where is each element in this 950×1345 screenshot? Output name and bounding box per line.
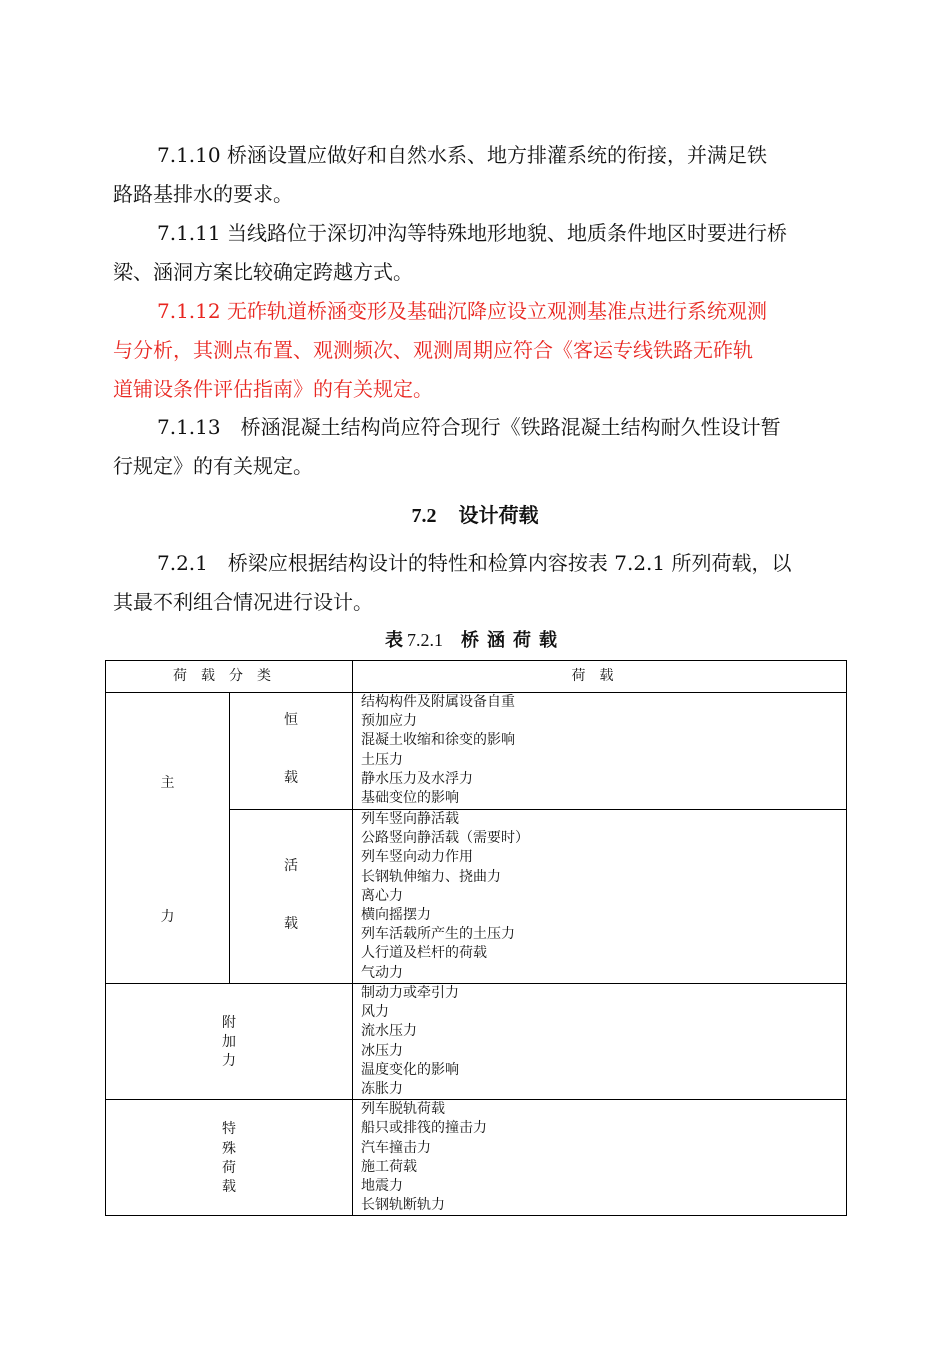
list-item: 汽车撞击力 [361, 1139, 431, 1156]
list-item: 冰压力 [361, 1042, 403, 1059]
category-main-force: 主 力 [106, 693, 230, 984]
list-item: 横向摇摆力 [361, 907, 431, 924]
clause-7-2-1: 7.2.1 桥梁应根据结构设计的特性和检算内容按表 7.2.1 所列荷载，以 其最不利组合情况进行设计。 [113, 551, 792, 614]
category-special-load: 特 殊 荷 载 [106, 1100, 353, 1216]
list-item: 土压力 [361, 751, 403, 768]
list-item: 列车竖向动力作用 [361, 849, 473, 866]
category-additional-force: 附 加 力 [106, 984, 353, 1100]
list-item: 基础变位的影响 [361, 790, 459, 807]
list-item: 长钢轨伸缩力、挠曲力 [361, 868, 501, 885]
list-item: 列车竖向静活载 [361, 811, 459, 827]
table-header-row [106, 661, 847, 693]
dead-load-items [353, 693, 847, 810]
table-caption: 表 7.2.1 桥涵荷载 [385, 630, 565, 651]
table-row [106, 984, 847, 1100]
list-item: 地震力 [361, 1178, 403, 1195]
list-item: 制动力或牵引力 [361, 985, 459, 1001]
clause-7-1-10: 7.1.10 桥涵设置应做好和自然水系、地方排灌系统的衔接，并满足铁 路路基排水的要求。 [113, 143, 767, 206]
list-item: 施工荷载 [361, 1158, 417, 1175]
section-title: 设计荷载 [458, 503, 539, 527]
list-item: 静水压力及水浮力 [361, 770, 473, 787]
header-category: 荷载分类 [106, 661, 353, 693]
loads-table [105, 660, 847, 1216]
list-item: 风力 [361, 1004, 389, 1021]
table-row [106, 693, 847, 810]
list-item: 温度变化的影响 [361, 1061, 459, 1078]
list-item: 列车活载所产生的土压力 [361, 926, 515, 943]
clause-7-1-11: 7.1.11 当线路位于深切冲沟等特殊地形地貌、地质条件地区时要进行桥 梁、涵洞方案比较确定跨越方式。 [113, 221, 787, 284]
list-item: 预加应力 [361, 713, 417, 730]
section-heading [113, 500, 837, 531]
special-load-items [353, 1100, 847, 1216]
header-loads: 荷载 [353, 661, 847, 693]
additional-force-items [353, 984, 847, 1100]
list-item: 列车脱轨荷载 [361, 1101, 445, 1118]
subcategory-live-load: 活 载 [230, 810, 353, 984]
clause-7-1-13: 7.1.13 桥涵混凝土结构尚应符合现行《铁路混凝土结构耐久性设计暂 行规定》的有关规定。 [113, 415, 781, 478]
list-item: 船只或排筏的撞击力 [361, 1120, 487, 1137]
list-item: 公路竖向静活载（需要时） [361, 830, 529, 847]
list-item: 离心力 [361, 887, 403, 904]
list-item: 气动力 [361, 964, 403, 981]
section-number: 7.2 [411, 505, 437, 527]
subcategory-dead-load: 恒 载 [230, 693, 353, 810]
list-item: 混凝土收缩和徐变的影响 [361, 732, 515, 749]
list-item: 流水压力 [361, 1023, 417, 1040]
table-row [106, 1100, 847, 1216]
list-item: 结构构件及附属设备自重 [361, 694, 515, 710]
clause-7-1-12: 7.1.12 无砟轨道桥涵变形及基础沉降应设立观测基准点进行系统观测 与分析，其测点布置、观测频次、观测周期应符合《客运专线铁路无砟轨 道铺设条件评估指南》的有关规定。 [113, 299, 767, 401]
live-load-items [353, 810, 847, 984]
list-item: 冻胀力 [361, 1081, 403, 1098]
list-item: 长钢轨断轨力 [361, 1197, 445, 1214]
list-item: 人行道及栏杆的荷载 [361, 945, 487, 962]
